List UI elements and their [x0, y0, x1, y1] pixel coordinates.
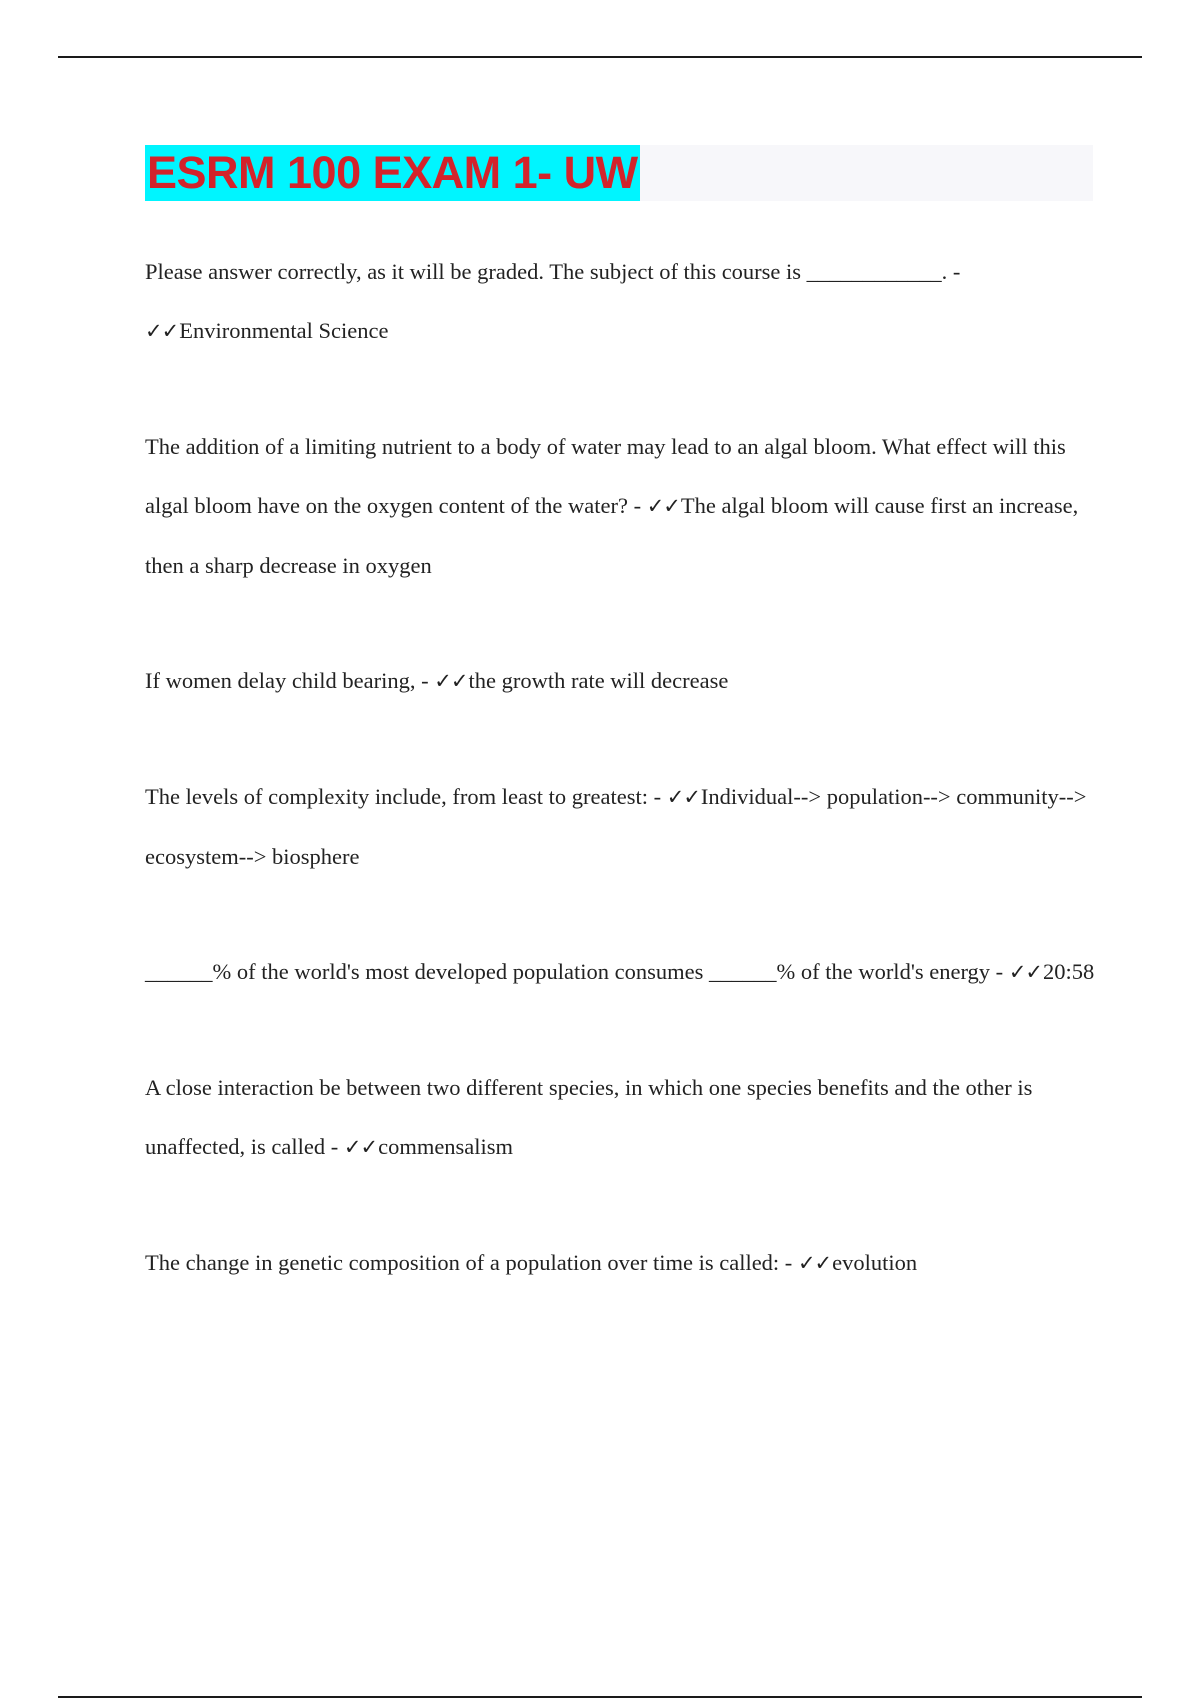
top-rule — [58, 56, 1142, 58]
question-text: ______% of the world's most developed population consumes ______% of the world's energy - — [145, 959, 1009, 984]
qa-item-2 — [145, 417, 1095, 595]
question-text: A close interaction be between two different species, in which one species benefits and the other is unaffected, is called - — [145, 1075, 1033, 1159]
double-check-icon: ✓✓ — [145, 319, 179, 343]
double-check-icon: ✓✓ — [434, 669, 468, 693]
qa-item-3 — [145, 651, 1095, 711]
answer-text: commensalism — [378, 1134, 514, 1159]
double-check-icon: ✓✓ — [1008, 960, 1043, 984]
qa-list — [145, 242, 1095, 1293]
answer-text: Environmental Science — [179, 318, 389, 343]
qa-item-1 — [145, 242, 1095, 361]
answer-text: The algal bloom will cause first an increase, then a sharp decrease in oxygen — [145, 493, 1079, 578]
double-check-icon: ✓✓ — [646, 494, 680, 518]
double-check-icon: ✓✓ — [797, 1251, 832, 1275]
question-text: The addition of a limiting nutrient to a body of water may lead to an algal bloom. What effect will this algal bloom have on the oxygen content of the water? - — [145, 434, 1066, 518]
double-check-icon: ✓✓ — [343, 1135, 378, 1159]
document-title: ESRM 100 EXAM 1- UW — [145, 145, 640, 201]
question-text: Please answer correctly, as it will be graded. The subject of this course is ____________. - — [145, 259, 961, 284]
question-text: The change in genetic composition of a population over time is called: - — [145, 1250, 798, 1275]
answer-text: evolution — [832, 1250, 918, 1275]
qa-item-7 — [145, 1233, 1095, 1293]
answer-text: Individual--> population--> community--> ecosystem--> biosphere — [145, 784, 1087, 869]
answer-text: the growth rate will decrease — [468, 668, 729, 693]
qa-item-4 — [145, 767, 1095, 886]
answer-text: 20:58 — [1043, 959, 1095, 984]
question-text: If women delay child bearing, - — [145, 668, 435, 693]
bottom-rule — [58, 1696, 1142, 1698]
double-check-icon: ✓✓ — [666, 785, 700, 809]
qa-item-5 — [145, 942, 1095, 1002]
qa-item-6 — [145, 1058, 1095, 1177]
question-text: The levels of complexity include, from least to greatest: - — [145, 784, 667, 809]
